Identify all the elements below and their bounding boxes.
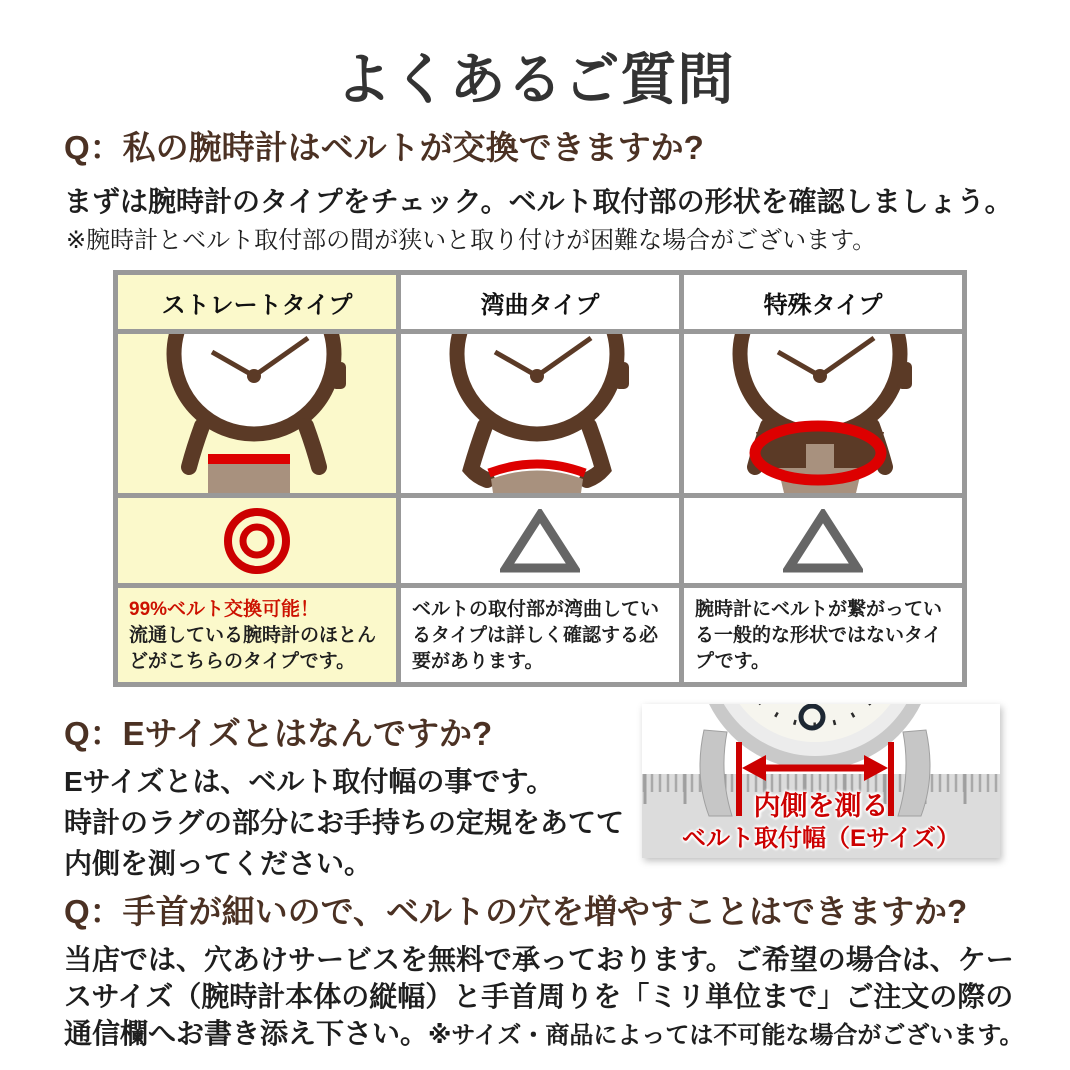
faq2-question: Q：Eサイズとはなんですか? xyxy=(64,715,493,752)
table-header-straight-type: ストレートタイプ xyxy=(118,275,396,329)
table-header-curved-type: 湾曲タイプ xyxy=(401,275,679,329)
faq3-inline-note: ※サイズ・商品によっては不可能な場合がございます。 xyxy=(428,1022,1024,1049)
belt-type-table xyxy=(113,270,967,687)
faq2-body-line2: 時計のラグの部分にお手持ちの定規をあてて xyxy=(64,807,625,838)
faq2-body-line1: Eサイズとは、ベルト取付幅の事です。 xyxy=(64,766,555,797)
special-watch-icon xyxy=(684,334,962,493)
faq1-note: ※腕時計とベルト取付部の間が狭いと取り付けが困難な場合がございます。 xyxy=(66,227,877,254)
special-type-description: 腕時計にベルトが繋がっている一般的な形状ではないタイプです。 xyxy=(684,588,962,682)
faq2-body-line3: 内側を測ってください。 xyxy=(64,848,373,879)
special-type-watch-illustration xyxy=(684,334,962,493)
table-header-special-type: 特殊タイプ xyxy=(684,275,962,329)
double-circle-icon xyxy=(222,506,292,576)
triangle-icon xyxy=(783,509,863,573)
curved-type-watch-illustration xyxy=(401,334,679,493)
faq1-question: Q：私の腕時計はベルトが交換できますか? xyxy=(64,129,704,166)
curved-watch-icon xyxy=(401,334,679,493)
faq3-body-line3-text: 通信欄へお書き添え下さい。 xyxy=(64,1018,429,1049)
straight-type-description-highlight: 99%ベルト交換可能！ xyxy=(129,599,320,620)
straight-watch-icon xyxy=(118,334,396,493)
curved-type-description: ベルトの取付部が湾曲しているタイプは詳しく確認する必要があります。 xyxy=(401,588,679,682)
figure-label-measure-inside: 内側を測る xyxy=(753,791,889,821)
faq3-question: Q：手首が細いので、ベルトの穴を増やすことはできますか? xyxy=(64,893,968,930)
straight-type-description-text: 流通している腕時計のほとんどがこちらのタイプです。 xyxy=(129,625,377,672)
curved-type-rating-cell xyxy=(401,498,679,583)
special-type-rating-cell xyxy=(684,498,962,583)
figure-label-belt-width: ベルト取付幅（Eサイズ） xyxy=(681,825,961,852)
straight-type-rating-cell xyxy=(118,498,396,583)
faq1-body: まずは腕時計のタイプをチェック。ベルト取付部の形状を確認しましょう。 xyxy=(64,186,1013,217)
faq3-body-line1: 当店では、穴あけサービスを無料で承っております。ご希望の場合は、ケー xyxy=(64,944,1014,975)
faq3-body-line2: スサイズ（腕時計本体の縦幅）と手首周りを「ミリ単位まで」ご注文の際の xyxy=(64,981,1014,1012)
e-size-figure xyxy=(642,704,1000,858)
straight-type-watch-illustration xyxy=(118,334,396,493)
straight-type-description xyxy=(118,588,396,682)
triangle-icon xyxy=(500,509,580,573)
page-title: よくあるご質問 xyxy=(335,48,735,111)
faq3-body-line3 xyxy=(64,1012,1024,1052)
